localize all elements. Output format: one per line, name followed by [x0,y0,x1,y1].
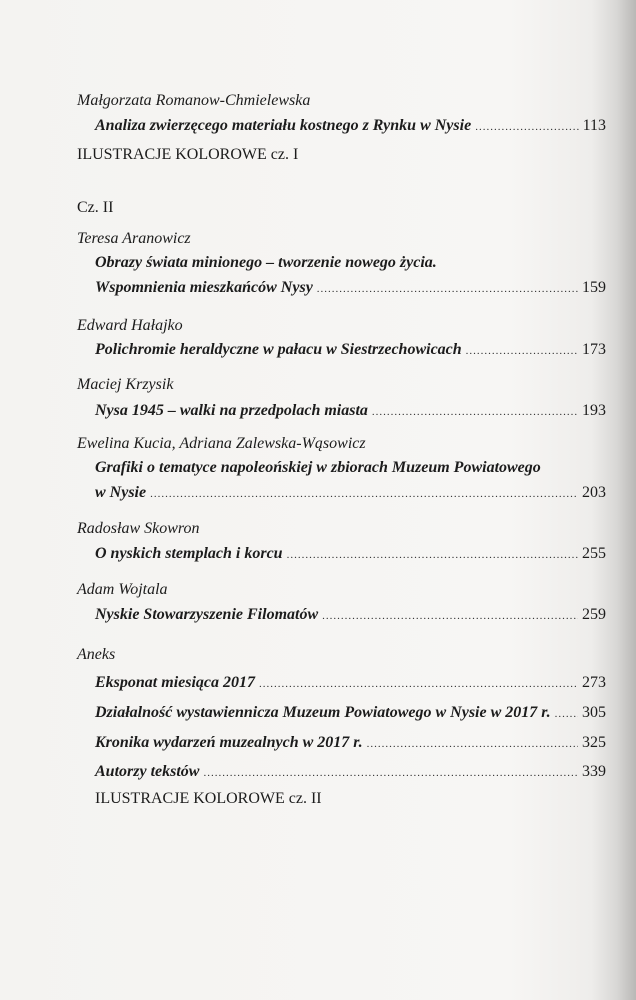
author: Teresa Aranowicz [77,230,191,247]
annex-heading: Aneks [77,646,116,663]
toc-entry [95,483,606,504]
entry-title: Nysa 1945 – walki na przedpolach miasta [95,402,368,419]
toc-entry [95,703,606,724]
toc-entry [95,762,606,783]
toc-entry [95,605,606,626]
toc-entry [95,733,606,754]
entry-title: Działalność wystawiennicza Muzeum Powiatowego w Nysie w 2017 r. [95,704,551,721]
leader-dots [259,674,578,694]
entry-title: Autorzy tekstów [95,763,200,780]
leader-dots [475,117,578,137]
entry-title: Kronika wydarzeń muzealnych w 2017 r. [95,734,363,751]
entry-title: Polichromie heraldyczne w pałacu w Siestrzechowicach [95,341,462,358]
leader-dots [150,484,578,504]
toc-entry [95,116,606,137]
toc-entry [95,340,606,361]
page-number: 113 [582,117,606,134]
entry-title: Eksponat miesiąca 2017 [95,674,256,691]
leader-dots [322,606,578,626]
leader-dots [367,734,578,754]
entry-title-line [95,458,606,478]
page-number: 159 [582,279,606,296]
author: Małgorzata Romanow-Chmielewska [77,92,311,109]
entry-title: Nyskie Stowarzyszenie Filomatów [95,606,319,623]
page-number: 339 [582,763,606,780]
toc-entry [95,544,606,565]
leader-dots [372,402,578,422]
page-number: 255 [582,545,606,562]
entry-title: w Nysie [95,484,147,501]
entry-title: O nyskich stemplach i korcu [95,545,283,562]
toc-entry [95,401,606,422]
author: Radosław Skowron [77,520,200,537]
author: Ewelina Kucia, Adriana Zalewska-Wąsowicz [77,435,366,452]
entry-title: Analiza zwierzęcego materiału kostnego z Rynku w Nysie [95,117,472,134]
leader-dots [203,763,578,783]
leader-dots [555,704,578,724]
author: Edward Hałajko [77,317,183,334]
toc-entry [95,278,606,299]
page-number: 305 [582,704,606,721]
page-number: 325 [582,734,606,751]
page-number: 259 [582,606,606,623]
entry-title-line [95,253,606,273]
page-number: 203 [582,484,606,501]
leader-dots [287,545,578,565]
author: Maciej Krzysik [77,376,174,393]
entry-title: Grafiki o tematyce napoleońskiej w zbiorach Muzeum Powiatowego [95,459,541,476]
entry-title: Obrazy świata minionego – tworzenie nowego życia. [95,254,437,271]
page-number: 173 [582,341,606,358]
page-number: 273 [582,674,606,691]
author: Adam Wojtala [77,581,168,598]
page-number: 193 [582,402,606,419]
entry-title: Wspomnienia mieszkańców Nysy [95,279,313,296]
leader-dots [317,279,578,299]
part-heading: Cz. II [77,199,114,216]
section-heading: ILUSTRACJE KOLOROWE cz. II [95,790,322,807]
section-heading: ILUSTRACJE KOLOROWE cz. I [77,146,299,163]
toc-entry [95,673,606,694]
leader-dots [466,341,578,361]
